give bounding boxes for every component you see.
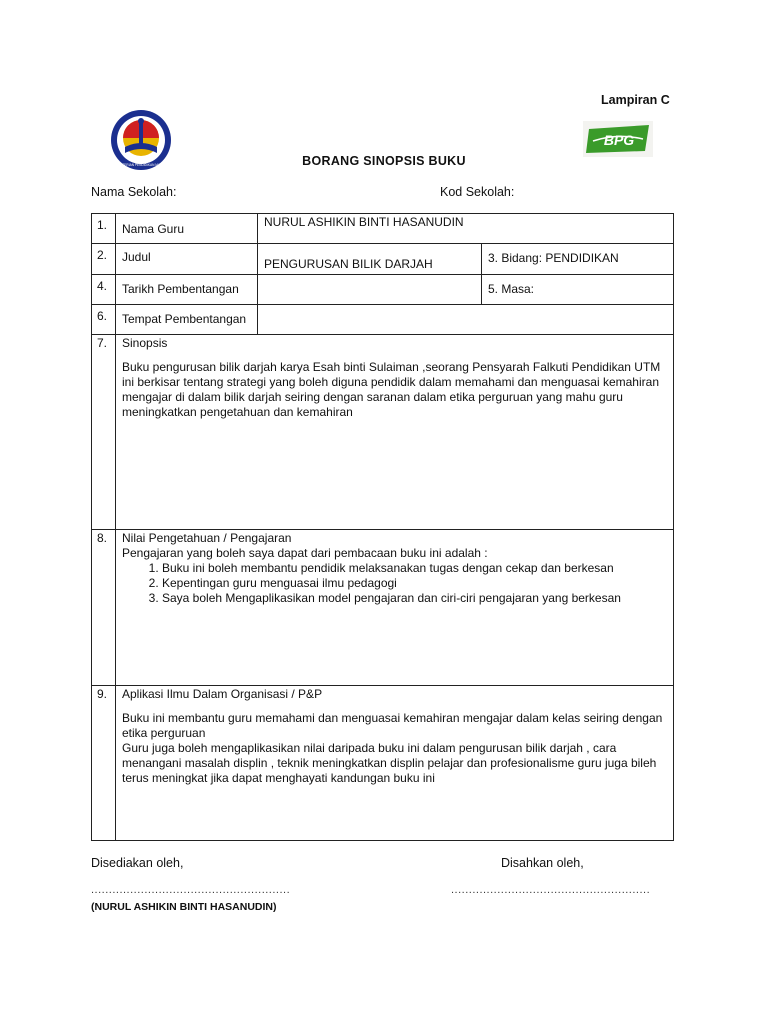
- list-item: 1. Buku ini boleh membantu pendidik melaksanakan tugas dengan cekap dan berkesan: [162, 561, 667, 576]
- bidang-text: 3. Bidang: PENDIDIKAN: [488, 251, 619, 265]
- synopsis-form-table: [91, 213, 674, 841]
- nilai-intro: Pengajaran yang boleh saya dapat dari pembacaan buku ini adalah :: [122, 546, 488, 560]
- sinopsis-text: Buku pengurusan bilik darjah karya Esah binti Sulaiman ,seorang Pensyarah Falkuti Pendidikan UTM ini berkisar tentang strategi yang boleh diguna pendidik dalam memahami dan menguasai kemahiran mengajar di dalam bilik darjah seiring dengan saranan dalam etika perguruan yang mahu guru meningkatkan pengetahuan dan kemahiran: [122, 360, 661, 419]
- tempat-label: [116, 305, 258, 335]
- judul-label: [116, 244, 258, 275]
- aplikasi-para-2: Guru juga boleh mengaplikasikan nilai daripada buku ini dalam pengurusan bilik darjah , cara menangani masalah displin , teknik meningkatkan displin pelajar dan profesionalisme guru juga bileh terus meningkat jika dapat menghayati kandungan buku ini: [122, 741, 657, 785]
- judul-value-text: PENGURUSAN BILIK DARJAH: [264, 257, 433, 271]
- nilai-cell[interactable]: [116, 530, 674, 686]
- disediakan-label: Disediakan oleh,: [91, 856, 184, 870]
- row-number: 4.: [92, 275, 116, 305]
- lampiran-label: Lampiran C: [601, 93, 670, 107]
- tarikh-label-text: Tarikh Pembentangan: [122, 282, 239, 296]
- aplikasi-cell[interactable]: [116, 686, 674, 841]
- tarikh-value-text: [258, 275, 481, 281]
- list-item: 2. Kepentingan guru menguasai ilmu pedagogi: [162, 576, 667, 591]
- masa-text: 5. Masa:: [488, 282, 535, 296]
- tempat-value[interactable]: [258, 305, 674, 335]
- judul-value[interactable]: [258, 244, 482, 275]
- kod-sekolah-label: Kod Sekolah:: [440, 185, 515, 199]
- svg-text:BPG: BPG: [603, 132, 635, 148]
- form-title: BORANG SINOPSIS BUKU: [302, 154, 466, 168]
- masa-cell[interactable]: [482, 275, 674, 305]
- nama-guru-label: [116, 214, 258, 244]
- disahkan-label: Disahkan oleh,: [501, 856, 584, 870]
- row-number: 1.: [92, 214, 116, 244]
- tarikh-label: [116, 275, 258, 305]
- tempat-label-text: Tempat Pembentangan: [122, 312, 247, 326]
- tarikh-value[interactable]: [258, 275, 482, 305]
- nama-guru-label-text: Nama Guru: [122, 222, 185, 236]
- nama-guru-value-text: NURUL ASHIKIN BINTI HASANUDIN: [264, 215, 464, 229]
- nama-sekolah-label: Nama Sekolah:: [91, 185, 177, 199]
- judul-label-text: Judul: [122, 250, 151, 264]
- row-number: 2.: [92, 244, 116, 275]
- row-number: 6.: [92, 305, 116, 335]
- sinopsis-cell[interactable]: [116, 335, 674, 530]
- tempat-value-text: [258, 305, 673, 311]
- list-item: 3. Saya boleh Mengaplikasikan model pengajaran dan ciri-ciri pengajaran yang berkesan: [162, 591, 667, 606]
- row-number: 9.: [92, 686, 116, 841]
- signature-line-right: ........................................................: [451, 884, 651, 896]
- nama-guru-value[interactable]: [258, 214, 674, 244]
- nilai-list: [122, 561, 667, 606]
- svg-text:KEMENTERIAN PENDIDIKAN MALAYSI: KEMENTERIAN PENDIDIKAN MALAYSIA: [111, 163, 171, 167]
- aplikasi-para-1: Buku ini membantu guru memahami dan menguasai kemahiran mengajar dalam kelas seiring dengan etika perguruan: [122, 711, 663, 740]
- row-number: 8.: [92, 530, 116, 686]
- aplikasi-label: Aplikasi Ilmu Dalam Organisasi / P&P: [122, 687, 323, 701]
- row-number: 7.: [92, 335, 116, 530]
- bpg-logo-icon: [583, 121, 653, 157]
- signature-line-left: ........................................................: [91, 884, 291, 896]
- signer-name: (NURUL ASHIKIN BINTI HASANUDIN): [91, 901, 277, 913]
- nilai-label: Nilai Pengetahuan / Pengajaran: [122, 531, 292, 545]
- bidang-cell[interactable]: [482, 244, 674, 275]
- sinopsis-label: Sinopsis: [122, 336, 168, 350]
